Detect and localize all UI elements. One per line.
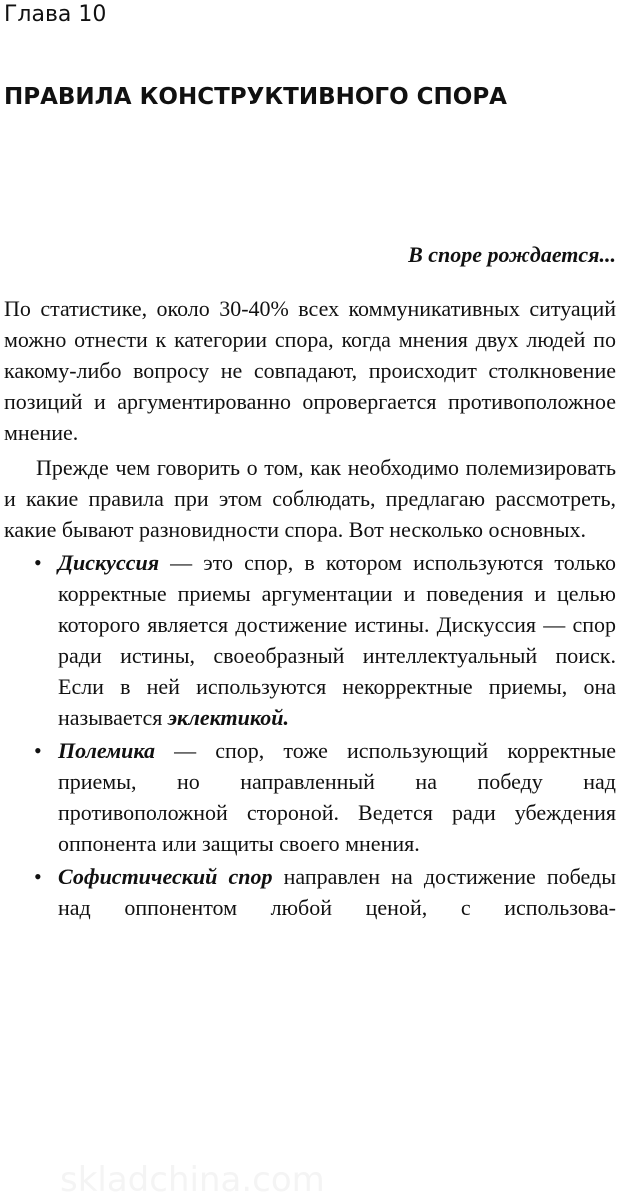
list-item-sophistic — [4, 861, 616, 923]
dispute-types-list — [4, 547, 616, 923]
body-text — [4, 293, 616, 923]
list-item-discussion — [4, 547, 616, 733]
term-discussion: Дискуссия — [58, 550, 160, 575]
bullet: • — [34, 738, 42, 763]
term-sophistic: Софистический спор — [58, 864, 273, 889]
term-eclectic: эклектикой. — [167, 705, 289, 730]
bullet: • — [34, 550, 42, 575]
item-text: направлен на достижение победы над оппонентом любой ценой, с использова- — [58, 864, 617, 920]
epigraph: В споре рождается... — [408, 242, 616, 267]
term-polemic: Полемика — [58, 738, 155, 763]
list-item-polemic — [4, 735, 616, 859]
paragraph-2: Прежде чем говорить о том, как необходимо полемизировать и какие правила при этом соблюдать, предлагаю рассмотреть, какие бывают разновидности спора. Вот несколько основных. — [4, 455, 616, 542]
bullet: • — [34, 864, 42, 889]
chapter-title: ПРАВИЛА КОНСТРУКТИВНОГО СПОРА — [4, 84, 507, 110]
item-text: — это спор, в котором используются только корректные приемы аргументации и поведения и целью которого является достижение истины. Дискуссия — спор ради истины, своеобразный интеллектуальный поиск. Если в ней используются некорректные приемы, она называется — [58, 550, 616, 730]
chapter-label: Глава 10 — [4, 2, 107, 27]
item-text: — спор, тоже использующий корректные приемы, но направленный на победу над противоположной стороной. Ведется ради убеждения оппонента или защиты своего мнения. — [58, 738, 616, 856]
watermark: skladchina.com — [60, 1160, 325, 1200]
paragraph-1: По статистике, около 30-40% всех коммуникативных ситуаций можно отнести к категории спора, когда мнения двух людей по какому-либо вопросу не совпадают, происходит столкновение позиций и аргументированно опровергается противоположное мнение. — [4, 296, 616, 445]
